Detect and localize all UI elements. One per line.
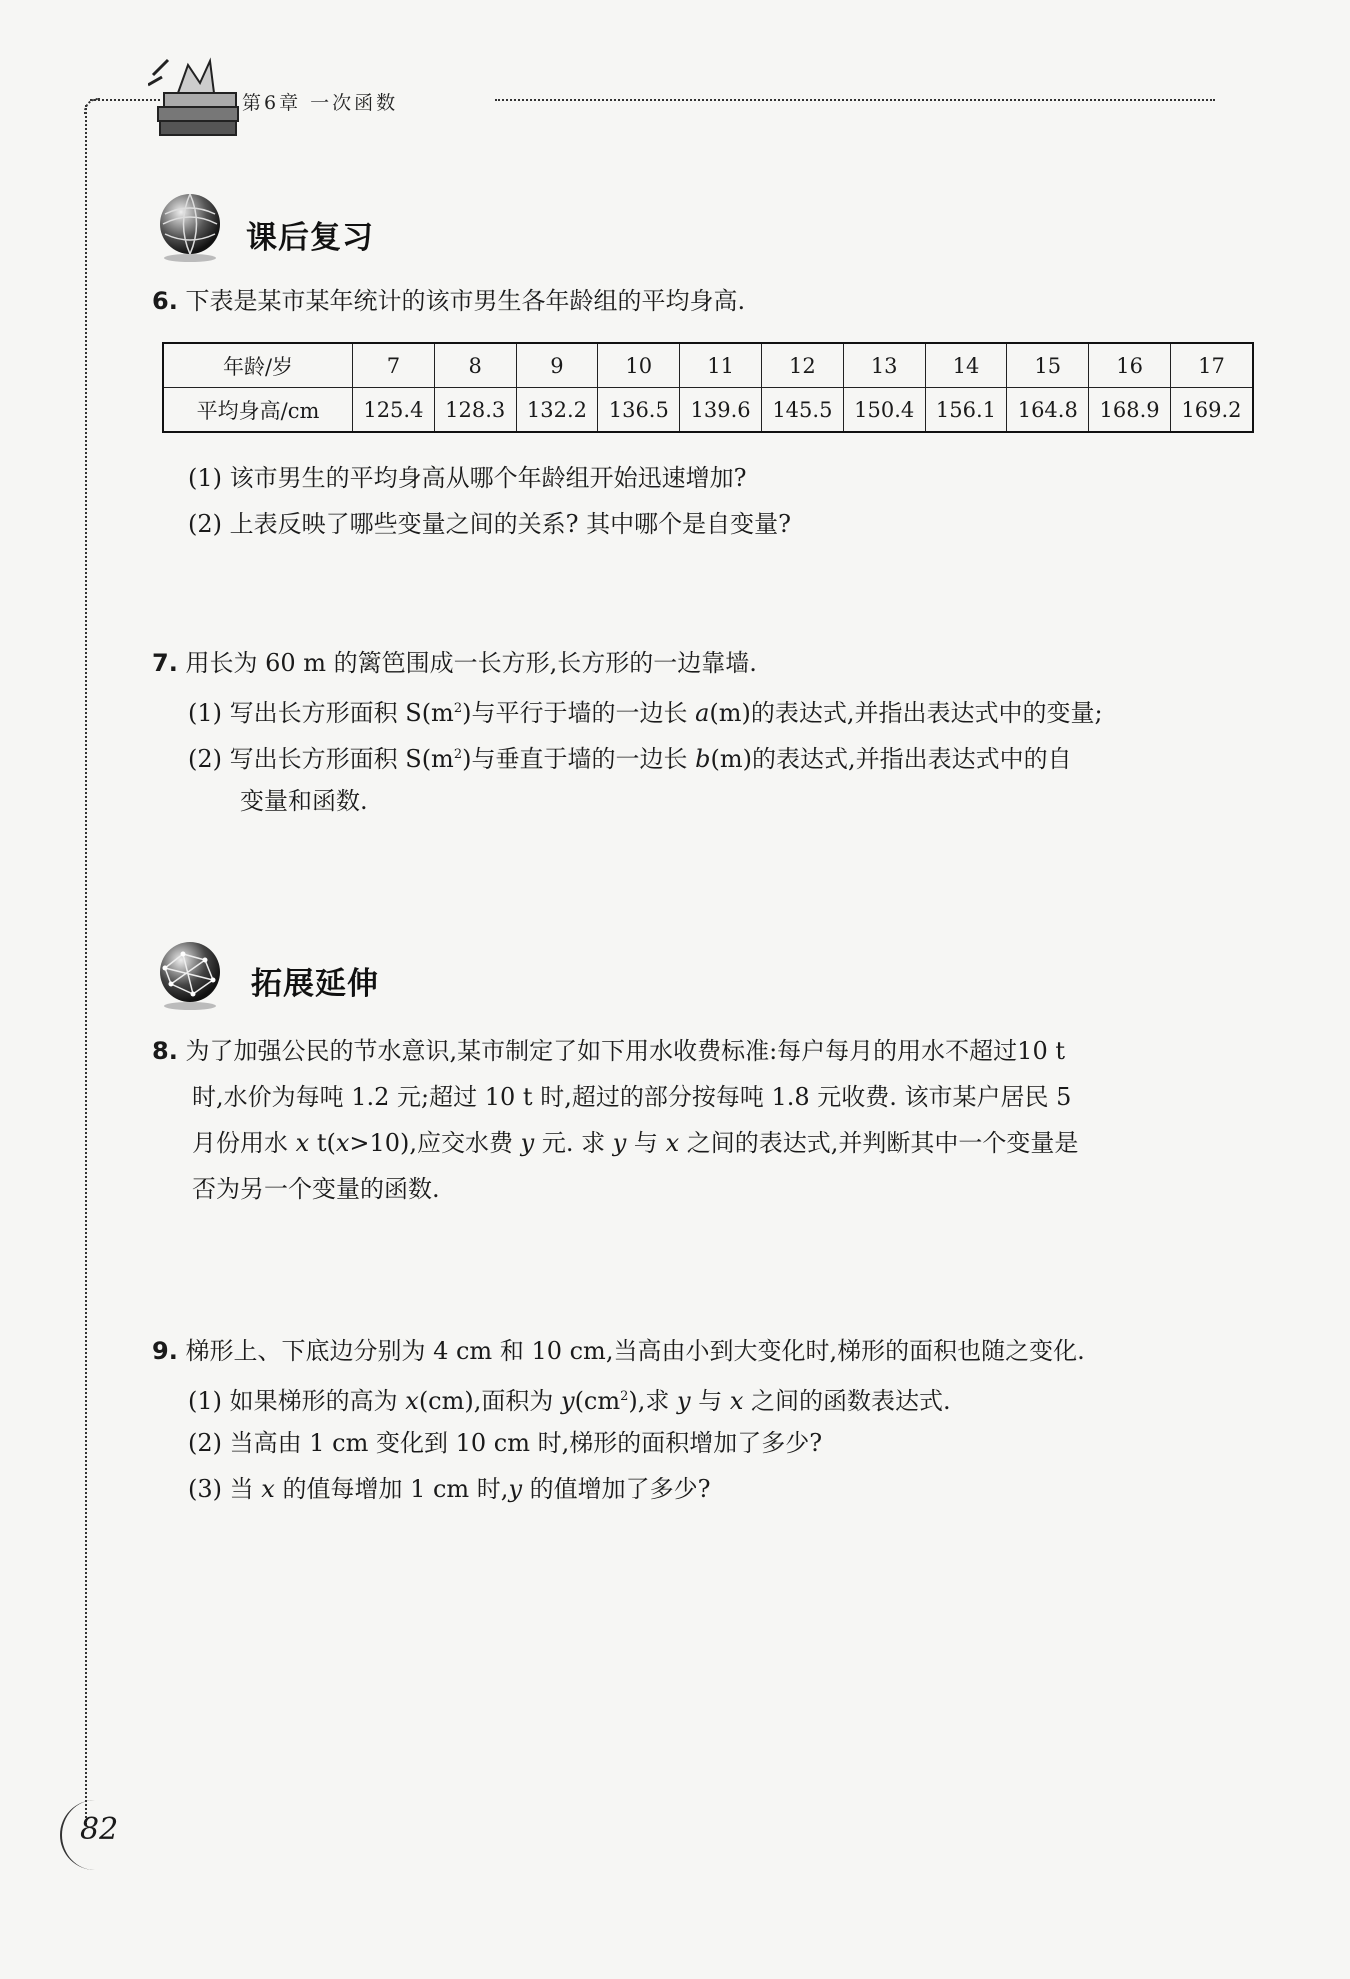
math-variable: x <box>405 1387 419 1415</box>
math-variable: y <box>561 1387 575 1415</box>
math-variable: x <box>261 1475 275 1503</box>
table-cell: 7 <box>353 343 435 388</box>
question-text: 梯形上、下底边分别为 4 cm 和 10 cm,当高由小到大变化时,梯形的面积也随之变化. <box>185 1337 1085 1365</box>
question-number: 7. <box>152 649 178 677</box>
text-fragment: 与 <box>626 1129 666 1157</box>
question-text: 为了加强公民的节水意识,某市制定了如下用水收费标准:每户每月的用水不超过10 t <box>185 1037 1065 1065</box>
question-8-line-3 <box>192 1120 1078 1166</box>
table-cell: 132.2 <box>516 388 598 433</box>
question-7-part-2-continued: 变量和函数. <box>240 787 368 815</box>
question-7-part-1 <box>188 686 1103 736</box>
question-9-part-2: (2) 当高由 1 cm 变化到 10 cm 时,梯形的面积增加了多少? <box>188 1429 823 1457</box>
math-variable: y <box>612 1129 627 1157</box>
table-cell: 16 <box>1089 343 1171 388</box>
question-text: 用长为 60 m 的篱笆围成一长方形,长方形的一边靠墙. <box>185 649 757 677</box>
table-cell: 169.2 <box>1170 388 1253 433</box>
page-number: 82 <box>80 1812 119 1847</box>
text-fragment: (cm <box>574 1387 621 1415</box>
globe-icon <box>153 190 227 264</box>
table-header-cell: 平均身高/cm <box>163 388 353 433</box>
table-cell: 12 <box>761 343 843 388</box>
chapter-title: 第6章 一次函数 <box>242 92 399 114</box>
table-cell: 164.8 <box>1007 388 1089 433</box>
table-cell: 10 <box>598 343 680 388</box>
books-icon <box>148 55 248 145</box>
question-6-part-2: (2) 上表反映了哪些变量之间的关系? 其中哪个是自变量? <box>188 510 791 538</box>
text-fragment: (m)的表达式,并指出表达式中的自 <box>710 745 1072 773</box>
question-7-part-2 <box>188 732 1072 782</box>
question-number: 9. <box>152 1337 178 1365</box>
math-variable: x <box>665 1129 680 1157</box>
text-fragment: ),求 <box>628 1387 678 1415</box>
question-7 <box>152 640 757 686</box>
table-cell: 136.5 <box>598 388 680 433</box>
table-cell: 145.5 <box>761 388 843 433</box>
text-fragment: 与 <box>690 1387 730 1415</box>
table-cell: 15 <box>1007 343 1089 388</box>
math-variable: b <box>695 745 711 773</box>
math-variable: x <box>729 1387 744 1415</box>
question-8 <box>152 1028 1065 1074</box>
table-cell: 128.3 <box>434 388 516 433</box>
math-variable: a <box>695 699 710 727</box>
text-fragment: 之间的函数表达式. <box>743 1387 951 1415</box>
superscript: 2 <box>620 1389 629 1404</box>
question-8-line-2: 时,水价为每吨 1.2 元;超过 10 t 时,超过的部分按每吨 1.8 元收费. 该市某户居民 5 <box>192 1083 1072 1111</box>
text-fragment: 元. 求 <box>534 1129 613 1157</box>
question-9-part-3 <box>188 1466 711 1512</box>
text-fragment: 之间的表达式,并判断其中一个变量是 <box>679 1129 1079 1157</box>
text-fragment: 月份用水 <box>192 1129 296 1157</box>
text-fragment: )与垂直于墙的一边长 <box>462 745 696 773</box>
section-title-review: 课后复习 <box>246 220 374 256</box>
table-cell: 17 <box>1170 343 1253 388</box>
header-dotted-line-right <box>495 99 1215 101</box>
math-variable: x <box>335 1129 350 1157</box>
height-table <box>162 342 1254 433</box>
question-9 <box>152 1328 1085 1374</box>
text-fragment: (1) 如果梯形的高为 <box>188 1387 406 1415</box>
table-row-age <box>163 343 1253 388</box>
text-fragment: (m)的表达式,并指出表达式中的变量; <box>709 699 1103 727</box>
text-fragment: 的值增加了多少? <box>522 1475 711 1503</box>
math-variable: y <box>677 1387 691 1415</box>
question-number: 8. <box>152 1037 178 1065</box>
superscript: 2 <box>453 747 463 762</box>
question-6 <box>152 278 745 324</box>
text-fragment: (1) 写出长方形面积 S(m <box>188 699 454 727</box>
section-title-extension: 拓展延伸 <box>251 966 379 1002</box>
table-cell: 156.1 <box>925 388 1007 433</box>
table-cell: 125.4 <box>353 388 435 433</box>
text-fragment: (3) 当 <box>188 1475 262 1503</box>
table-cell: 13 <box>843 343 925 388</box>
globe-network-icon <box>153 938 227 1012</box>
table-cell: 8 <box>434 343 516 388</box>
math-variable: y <box>508 1475 522 1503</box>
table-cell: 14 <box>925 343 1007 388</box>
table-cell: 9 <box>516 343 598 388</box>
question-9-part-1 <box>188 1374 951 1424</box>
table-cell: 150.4 <box>843 388 925 433</box>
table-row-height <box>163 388 1253 433</box>
superscript: 2 <box>453 701 463 716</box>
math-variable: y <box>520 1129 535 1157</box>
text-fragment: t( <box>309 1129 336 1157</box>
question-8-line-4: 否为另一个变量的函数. <box>192 1175 440 1203</box>
table-cell: 168.9 <box>1089 388 1171 433</box>
left-margin-dotted-line <box>85 105 87 1825</box>
question-6-part-1: (1) 该市男生的平均身高从哪个年龄组开始迅速增加? <box>188 464 747 492</box>
text-fragment: >10),应交水费 <box>349 1129 521 1157</box>
question-text: 下表是某市某年统计的该市男生各年龄组的平均身高. <box>185 287 746 315</box>
table-header-cell: 年龄/岁 <box>163 343 353 388</box>
text-fragment: (2) 写出长方形面积 S(m <box>188 745 454 773</box>
math-variable: x <box>295 1129 310 1157</box>
table-cell: 11 <box>680 343 762 388</box>
table-cell: 139.6 <box>680 388 762 433</box>
text-fragment: )与平行于墙的一边长 <box>462 699 696 727</box>
text-fragment: (cm),面积为 <box>418 1387 561 1415</box>
text-fragment: 的值每增加 1 cm 时, <box>274 1475 509 1503</box>
question-number: 6. <box>152 287 178 315</box>
